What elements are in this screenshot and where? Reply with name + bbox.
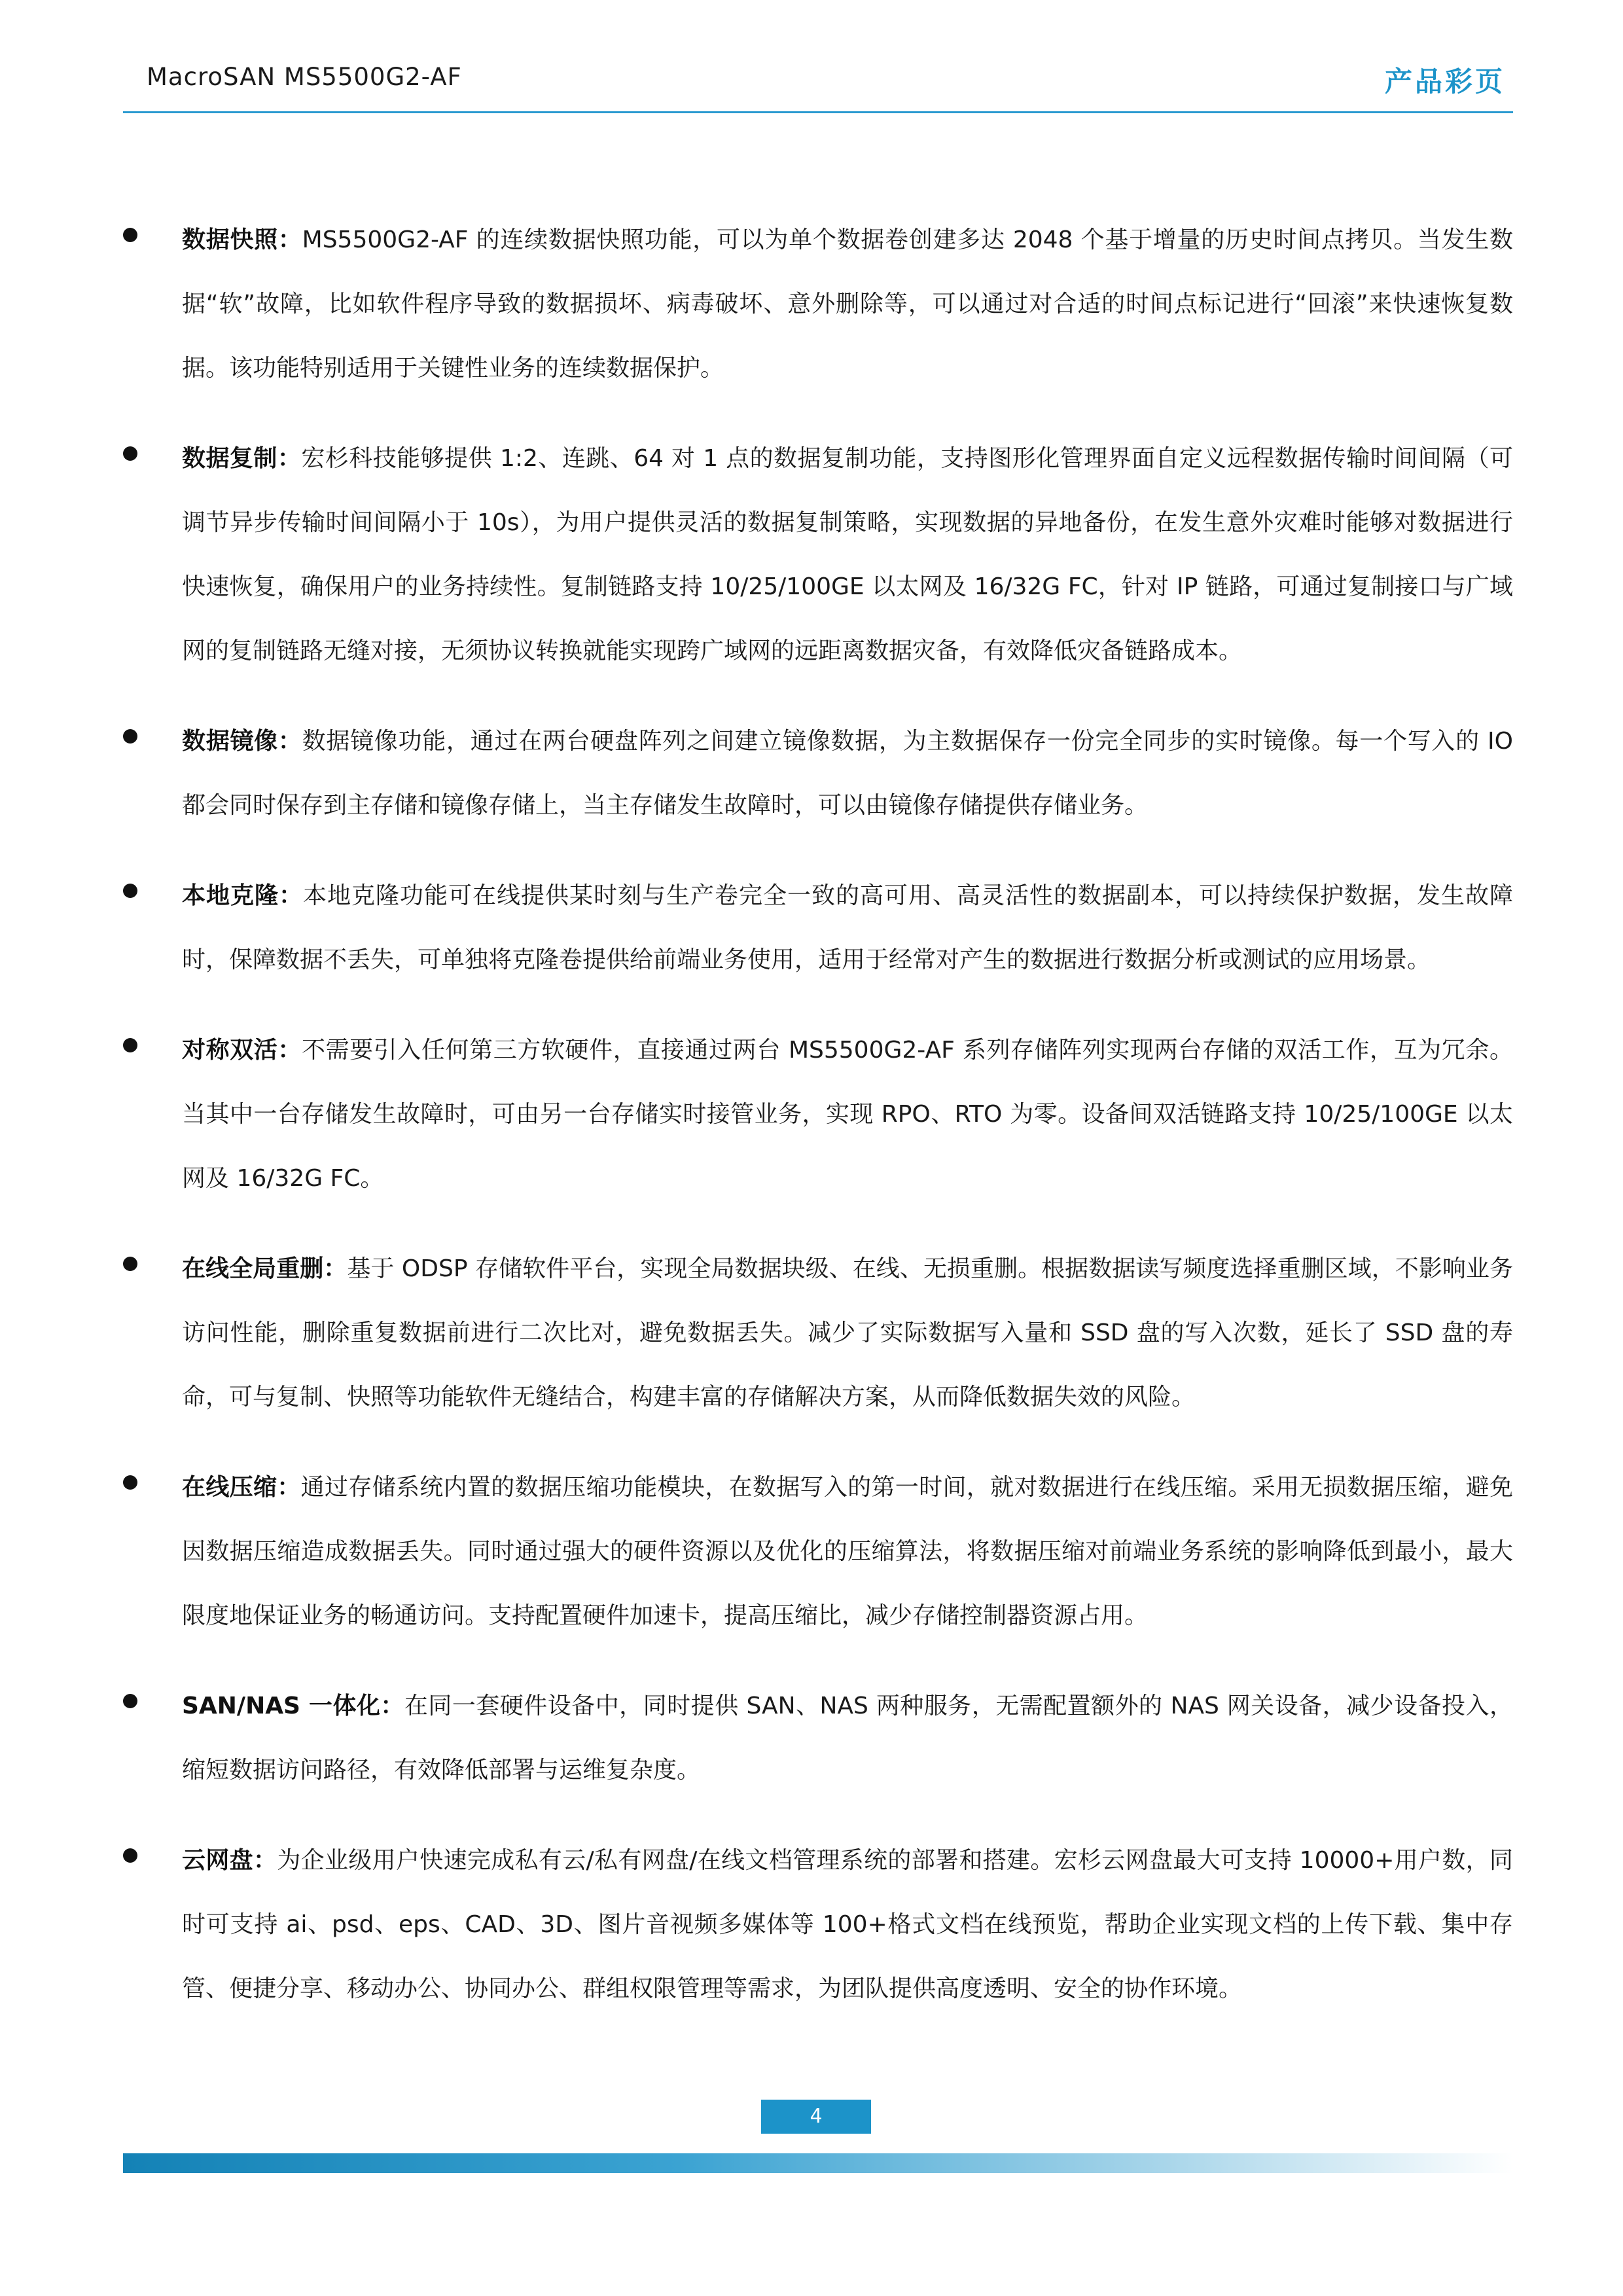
feature-description: 宏杉科技能够提供 1:2、连跳、64 对 1 点的数据复制功能，支持图形化管理界面自定义远程数据传输时间间隔（可调节异步传输时间间隔小于 10s），为用户提供灵活的数据复制策略，实现数据的异地备份，在发生意外灾难时能够对数据进行快速恢复，确保用户的业务持续性。复制链路支持 10/25/100GE 以太网及 16/32G FC，针对 IP 链路，可通过复制接口与广域网的复制链路无缝对接，无须协议转换就能实现跨广域网的远距离数据灾备，有效降低灾备链路成本。 bbox=[182, 445, 1513, 664]
feature-description: 通过存储系统内置的数据压缩功能模块，在数据写入的第一时间，就对数据进行在线压缩。采用无损数据压缩，避免因数据压缩造成数据丢失。同时通过强大的硬件资源以及优化的压缩算法，将数据压缩对前端业务系统的影响降低到最小，最大限度地保证业务的畅通访问。支持配置硬件加速卡，提高压缩比，减少存储控制器资源占用。 bbox=[182, 1474, 1513, 1629]
bullet-icon bbox=[123, 446, 137, 461]
feature-paragraph bbox=[182, 1237, 1513, 1429]
page-number: 4 bbox=[761, 2100, 871, 2134]
feature-title: 在线压缩： bbox=[182, 1474, 301, 1501]
feature-paragraph bbox=[182, 1829, 1513, 2021]
bullet-icon bbox=[123, 228, 137, 242]
feature-description: 为企业级用户快速完成私有云/私有网盘/在线文档管理系统的部署和搭建。宏杉云网盘最大可支持 10000+用户数，同时可支持 ai、psd、eps、CAD、3D、图片音视频多媒体等 100+格式文档在线预览，帮助企业实现文档的上传下载、集中存管、便捷分享、移动办公、协同办公、群组权限管理等需求，为团队提供高度透明、安全的协作环境。 bbox=[182, 1847, 1513, 2002]
feature-item-snapshot bbox=[123, 208, 1513, 401]
bullet-icon bbox=[123, 1694, 137, 1708]
feature-description: 数据镜像功能，通过在两台硬盘阵列之间建立镜像数据，为主数据保存一份完全同步的实时镜像。每一个写入的 IO 都会同时保存到主存储和镜像存储上，当主存储发生故障时，可以由镜像存储提供存储业务。 bbox=[182, 728, 1513, 819]
feature-title: 本地克隆： bbox=[182, 882, 303, 909]
feature-description: 基于 ODSP 存储软件平台，实现全局数据块级、在线、无损重删。根据数据读写频度选择重删区域，不影响业务访问性能，删除重复数据前进行二次比对，避免数据丢失。减少了实际数据写入量和 SSD 盘的写入次数，延长了 SSD 盘的寿命，可与复制、快照等功能软件无缝结合，构建丰富的存储解决方案，从而降低数据失效的风险。 bbox=[182, 1255, 1513, 1410]
bullet-icon bbox=[123, 1257, 137, 1271]
feature-item-compression bbox=[123, 1456, 1513, 1648]
feature-paragraph bbox=[182, 1018, 1513, 1211]
header-divider bbox=[123, 111, 1513, 113]
feature-item-replication bbox=[123, 427, 1513, 683]
feature-description: MS5500G2-AF 的连续数据快照功能，可以为单个数据卷创建多达 2048 个基于增量的历史时间点拷贝。当发生数据“软”故障，比如软件程序导致的数据损坏、病毒破坏、意外删除等，可以通过对合适的时间点标记进行“回滚”来快速恢复数据。该功能特别适用于关键性业务的连续数据保护。 bbox=[182, 226, 1513, 382]
feature-paragraph bbox=[182, 208, 1513, 401]
feature-description: 在同一套硬件设备中，同时提供 SAN、NAS 两种服务，无需配置额外的 NAS 网关设备，减少设备投入，缩短数据访问路径，有效降低部署与运维复杂度。 bbox=[182, 1693, 1513, 1784]
feature-paragraph bbox=[182, 864, 1513, 992]
feature-title: SAN/NAS 一体化： bbox=[182, 1693, 404, 1719]
feature-paragraph bbox=[182, 1456, 1513, 1648]
feature-item-mirroring bbox=[123, 709, 1513, 838]
feature-title: 云网盘： bbox=[182, 1847, 277, 1874]
feature-title: 在线全局重删： bbox=[182, 1255, 348, 1282]
header-section-label: 产品彩页 bbox=[1384, 65, 1505, 98]
feature-paragraph bbox=[182, 709, 1513, 838]
feature-paragraph bbox=[182, 427, 1513, 683]
feature-item-local-clone bbox=[123, 864, 1513, 992]
feature-description: 本地克隆功能可在线提供某时刻与生产卷完全一致的高可用、高灵活性的数据副本，可以持续保护数据，发生故障时，保障数据不丢失，可单独将克隆卷提供给前端业务使用，适用于经常对产生的数据进行数据分析或测试的应用场景。 bbox=[182, 882, 1513, 973]
feature-title: 数据快照： bbox=[182, 226, 302, 253]
bullet-icon bbox=[123, 1475, 137, 1490]
feature-item-unified-storage bbox=[123, 1674, 1513, 1803]
feature-item-cloud-drive bbox=[123, 1829, 1513, 2021]
feature-list bbox=[123, 208, 1513, 2047]
bullet-icon bbox=[123, 729, 137, 744]
feature-title: 数据复制： bbox=[182, 445, 302, 472]
feature-description: 不需要引入任何第三方软硬件，直接通过两台 MS5500G2-AF 系列存储阵列实现两台存储的双活工作，互为冗余。当其中一台存储发生故障时，可由另一台存储实时接管业务，实现 RPO、RTO 为零。设备间双活链路支持 10/25/100GE 以太网及 16/32G FC。 bbox=[182, 1037, 1513, 1192]
feature-paragraph bbox=[182, 1674, 1513, 1803]
bullet-icon bbox=[123, 1038, 137, 1052]
feature-item-active-active bbox=[123, 1018, 1513, 1211]
feature-title: 对称双活： bbox=[182, 1037, 302, 1064]
feature-title: 数据镜像： bbox=[182, 728, 302, 755]
header-product-name: MacroSAN MS5500G2-AF bbox=[147, 63, 462, 91]
bullet-icon bbox=[123, 884, 137, 898]
page-header bbox=[123, 63, 1513, 115]
bullet-icon bbox=[123, 1848, 137, 1863]
footer-gradient-bar bbox=[123, 2153, 1513, 2173]
feature-item-dedup bbox=[123, 1237, 1513, 1429]
